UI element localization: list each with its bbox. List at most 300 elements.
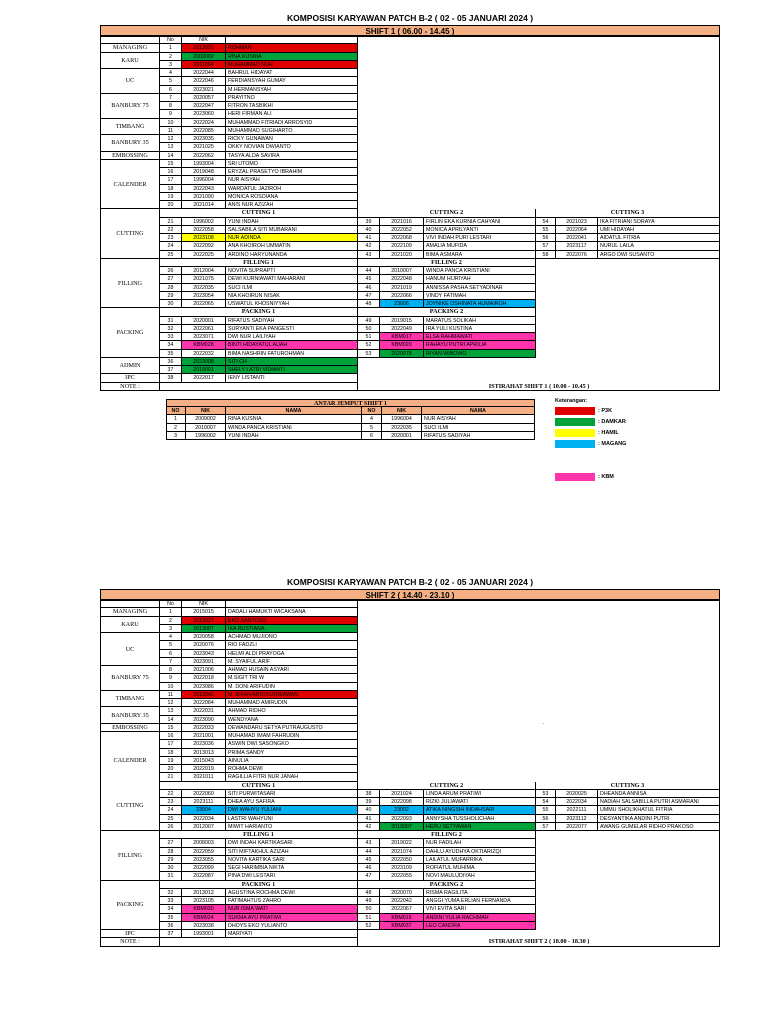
employee-nik: 2023091 <box>182 658 226 666</box>
employee-nik: 2022093 <box>380 815 424 823</box>
employee-name: FIRLIN EKA KURNIA CAHYANI <box>424 218 536 226</box>
employee-no: 57 <box>536 823 556 831</box>
employee-no: 37 <box>160 930 182 938</box>
department-label: CUTTING <box>100 782 160 832</box>
employee-name: NUR FADILAH <box>424 839 536 847</box>
employee-no: 32 <box>160 325 182 333</box>
roster-row <box>100 732 720 740</box>
employee-no: 44 <box>358 267 380 275</box>
roster-row <box>100 707 720 715</box>
employee-no: 49 <box>358 897 380 905</box>
employee-name: NADIAH SALSABILLA PUTRI ASMARANI <box>598 798 720 806</box>
employee-no: 37 <box>160 366 182 374</box>
department-label: IPC <box>100 930 160 938</box>
filling-row <box>100 872 720 880</box>
employee-no: 4 <box>160 633 182 641</box>
employee-nik: 2019048 <box>182 168 226 176</box>
employee-name: MUHAMMAD SUGIHARTO <box>226 127 358 135</box>
employee-no: 9 <box>160 110 182 118</box>
employee-name: IKA RUSTIANA <box>226 625 358 633</box>
department-label: IPC <box>100 374 160 382</box>
employee-nik: 23002 <box>380 806 424 814</box>
department-label: UC <box>100 69 160 94</box>
employee-no: 2 <box>160 53 182 61</box>
shuttle-name: RIFATUS SADIYAH <box>422 432 535 440</box>
employee-name: HERU SETYAWAN <box>424 823 536 831</box>
employee-no: 26 <box>160 823 182 831</box>
employee-name: TASYA ALDA SAVIRA <box>226 152 358 160</box>
employee-name: HERI FIRMAN ALI <box>226 110 358 118</box>
employee-nik: 2022055 <box>380 872 424 880</box>
employee-name: JOYNIKE OSHINATA HUMAIROH <box>424 300 536 308</box>
employee-no: 40 <box>358 806 380 814</box>
department-label: NOTE : <box>100 383 160 391</box>
roster-row <box>100 53 720 61</box>
employee-nik: 1993004 <box>182 160 226 168</box>
employee-name: RIFATUS SADIYAH <box>226 317 358 325</box>
employee-nik: 2021025 <box>182 143 226 151</box>
employee-nik: 2022076 <box>556 251 598 259</box>
employee-no: 33 <box>160 897 182 905</box>
legend-label: : KBM <box>598 473 614 480</box>
packing-title-row <box>100 308 720 316</box>
employee-nik: 2023060 <box>182 110 226 118</box>
employee-nik: 2023086 <box>182 683 226 691</box>
employee-nik: 2020001 <box>182 317 226 325</box>
column-nik-header: NIK <box>182 36 226 44</box>
employee-no: 13 <box>160 143 182 151</box>
employee-no: 26 <box>160 267 182 275</box>
employee-nik: 2021020 <box>380 251 424 259</box>
employee-name: BIMA NASHRIN FATUROHMAN <box>226 350 358 358</box>
roster-row <box>100 608 720 616</box>
employee-nik: 2023112 <box>556 815 598 823</box>
employee-no: 54 <box>536 798 556 806</box>
employee-nik: 2022044 <box>182 69 226 77</box>
shuttle-no: 4 <box>362 415 382 423</box>
employee-name: UMI HIDAYAH <box>598 226 720 234</box>
roster-header-row <box>100 600 720 608</box>
employee-no: 24 <box>160 806 182 814</box>
employee-name: NURUL LAILA <box>598 242 720 250</box>
employee-nik: 2023021 <box>182 86 226 94</box>
employee-nik: 2020057 <box>182 94 226 102</box>
shuttle-header: NO <box>166 407 186 415</box>
roster-row <box>100 185 720 193</box>
employee-nik: 2022031 <box>182 707 226 715</box>
employee-nik: 2022048 <box>380 275 424 283</box>
shuttle-no: 2 <box>166 424 186 432</box>
employee-nik: KBM020 <box>380 341 424 349</box>
department-label: KARU <box>100 53 160 70</box>
employee-no: 7 <box>160 94 182 102</box>
roster-header-row <box>100 36 720 44</box>
employee-name: ANDINI YULIA RACHMAH <box>424 914 536 922</box>
packing-row <box>100 325 720 333</box>
roster-row <box>100 765 720 773</box>
employee-nik: 2021074 <box>380 848 424 856</box>
employee-name: FITRON TASBIKHI <box>226 102 358 110</box>
employee-nik: 2019001 <box>182 366 226 374</box>
roster-row <box>100 699 720 707</box>
cutting-row <box>100 790 720 798</box>
employee-name: IRA YULI KUSTINA <box>424 325 536 333</box>
employee-name: AIDATUL FITRIA <box>598 234 720 242</box>
employee-name: NUR ADINDA <box>226 234 358 242</box>
employee-no: 38 <box>160 374 182 382</box>
employee-nik: 2022032 <box>182 350 226 358</box>
note-blank <box>160 383 358 391</box>
employee-nik: KBM037 <box>380 922 424 930</box>
roster-row <box>100 773 720 781</box>
employee-nik: 2022077 <box>556 823 598 831</box>
legend-label: : MAGANG <box>598 440 627 447</box>
employee-no: 32 <box>160 889 182 897</box>
filling-row <box>100 300 720 308</box>
employee-name: ROHMA DEWI <box>226 765 358 773</box>
employee-name: EKO SANTOSO <box>226 617 358 625</box>
employee-no: 31 <box>160 317 182 325</box>
employee-no: 43 <box>358 839 380 847</box>
note-row <box>100 383 720 391</box>
employee-no: 24 <box>160 242 182 250</box>
department-label: EMBOSSING <box>100 724 160 732</box>
employee-name: RISMA RAGILITA <box>424 889 536 897</box>
cutting-subtitle: CUTTING 1 <box>160 209 358 217</box>
employee-nik: 2021014 <box>182 201 226 209</box>
employee-no: 35 <box>160 350 182 358</box>
employee-name: HELMI ALDI PRAYOGA <box>226 650 358 658</box>
employee-nik: 2020076 <box>182 641 226 649</box>
employee-no: 17 <box>160 176 182 184</box>
shuttle-header: NAMA <box>422 407 535 415</box>
employee-no: 42 <box>358 242 380 250</box>
employee-no: 5 <box>160 77 182 85</box>
employee-no: 28 <box>160 284 182 292</box>
filling-row <box>100 848 720 856</box>
employee-no: 5 <box>160 641 182 649</box>
employee-name: OKKY NOVIAN DWIANTO <box>226 143 358 151</box>
employee-nik: 2010007 <box>380 267 424 275</box>
employee-nik: 2022035 <box>182 284 226 292</box>
shift-label-bar: SHIFT 2 ( 14.40 - 23.10 ) <box>100 589 720 600</box>
ipc-row <box>100 930 720 938</box>
filling-title-row <box>100 259 720 267</box>
cutting-title-row <box>100 782 720 790</box>
employee-no: 8 <box>160 666 182 674</box>
roster-row <box>100 176 720 184</box>
employee-nik: 2012042 <box>182 691 226 699</box>
employee-nik: 1996004 <box>182 176 226 184</box>
employee-nik: 2023109 <box>380 864 424 872</box>
employee-nik: 2023055 <box>182 856 226 864</box>
roster-row <box>100 674 720 682</box>
roster-row <box>100 691 720 699</box>
employee-no: 49 <box>358 317 380 325</box>
legend-swatch <box>555 473 595 481</box>
department-label: KARU <box>100 617 160 634</box>
employee-nik: 2023111 <box>182 798 226 806</box>
employee-name: VIVI EVITA SARI <box>424 905 536 913</box>
employee-name: USWATUL KHOSNIYYAH <box>226 300 358 308</box>
employee-nik: 2021006 <box>182 666 226 674</box>
department-label: BANBURY 75 <box>100 666 160 691</box>
employee-nik: 2019015 <box>380 317 424 325</box>
shift-title: KOMPOSISI KARYAWAN PATCH B-2 ( 02 - 05 JANUARI 2024 ) <box>286 13 534 23</box>
cutting-row <box>100 251 720 259</box>
employee-nik: 2022061 <box>182 325 226 333</box>
cutting-row <box>100 234 720 242</box>
column-no-header: No <box>160 600 182 608</box>
employee-name: LASTRI WAHYUNI <box>226 815 358 823</box>
shuttle-row <box>166 415 535 423</box>
employee-name: PRAYITNO <box>226 94 358 102</box>
cutting-subtitle: CUTTING 3 <box>536 782 720 790</box>
cutting-row <box>100 218 720 226</box>
employee-name: RAGILLIA FITRI NUR JANAH <box>226 773 358 781</box>
employee-nik: KBM016 <box>380 914 424 922</box>
employee-name: ANIS NUR AZIZAH <box>226 201 358 209</box>
cutting-subtitle: CUTTING 1 <box>160 782 358 790</box>
employee-no: 19 <box>160 757 182 765</box>
employee-no: 10 <box>160 119 182 127</box>
employee-no: 56 <box>536 234 556 242</box>
employee-nik: 2022109 <box>380 242 424 250</box>
employee-no: 57 <box>536 242 556 250</box>
roster-row <box>100 740 720 748</box>
employee-nik: 2022050 <box>380 856 424 864</box>
note-blank <box>160 938 358 946</box>
employee-name: DEWI KURNIAWATI MAHARANI <box>226 275 358 283</box>
employee-name: RIYAN WIBOWO <box>424 350 536 358</box>
employee-nik: 2023043 <box>182 650 226 658</box>
department-label: CALENDER <box>100 732 160 790</box>
employee-nik: 2011054 <box>182 61 226 69</box>
employee-no: 33 <box>160 333 182 341</box>
employee-nik: 2021075 <box>182 275 226 283</box>
employee-name: MIWIT HARIANTO <box>226 823 358 831</box>
ipc-row <box>100 374 720 382</box>
employee-name: YUNI INDAH <box>226 218 358 226</box>
employee-nik: 2013007 <box>182 625 226 633</box>
employee-no: 12 <box>160 135 182 143</box>
employee-name: NUR ISMA WATI <box>226 905 358 913</box>
shuttle-header: NIK <box>382 407 422 415</box>
roster-row <box>100 168 720 176</box>
employee-no: 9 <box>160 674 182 682</box>
employee-nik: 2022052 <box>380 226 424 234</box>
employee-nik: 2022062 <box>182 152 226 160</box>
employee-nik: 2023035 <box>182 135 226 143</box>
employee-name: WENDYANA <box>226 716 358 724</box>
cutting-title-row <box>100 209 720 217</box>
employee-nik: 2023038 <box>182 922 226 930</box>
employee-no: 10 <box>160 683 182 691</box>
cutting-subtitle: CUTTING 2 <box>358 782 536 790</box>
employee-name: ASWIN DWI SASONGKO <box>226 740 358 748</box>
roster-row <box>100 617 720 625</box>
employee-no: 21 <box>160 218 182 226</box>
roster-row <box>100 110 720 118</box>
employee-no: 51 <box>358 333 380 341</box>
employee-nik: 2021024 <box>380 790 424 798</box>
roster-row <box>100 724 720 732</box>
stray-mark: . <box>543 720 545 726</box>
filling-subtitle: FILLING 1 <box>160 831 358 839</box>
employee-nik: 2019007 <box>380 823 424 831</box>
employee-nik: 2023008 <box>182 358 226 366</box>
employee-no: 45 <box>358 275 380 283</box>
employee-no: 29 <box>160 856 182 864</box>
employee-name: DWI INDAH KARTIKASARI <box>226 839 358 847</box>
employee-name: M.SIGIT TRI W <box>226 674 358 682</box>
packing-row <box>100 905 720 913</box>
employee-nik: 2022098 <box>380 798 424 806</box>
employee-no: 22 <box>160 226 182 234</box>
column-name-header <box>226 600 358 608</box>
employee-name: LEO CANDRA <box>424 922 536 930</box>
employee-nik: 1993001 <box>182 930 226 938</box>
employee-nik: 2023071 <box>182 333 226 341</box>
employee-nik: 2022042 <box>380 897 424 905</box>
employee-nik: 2022068 <box>380 234 424 242</box>
employee-name: ROFIATUL MUHIMA <box>424 864 536 872</box>
employee-name: ANNYSHA TUSSHOLICHAH <box>424 815 536 823</box>
employee-no: 18 <box>160 185 182 193</box>
employee-name: DESYANTIKA ANDINI PUTRI <box>598 815 720 823</box>
cutting-row <box>100 226 720 234</box>
employee-name: SURYANTI EKA PANGESTI <box>226 325 358 333</box>
roster-row <box>100 641 720 649</box>
employee-no: 1 <box>160 608 182 616</box>
employee-name: DAHLU AYUDHYA OKTIARIZQI <box>424 848 536 856</box>
shuttle-nik: 2020001 <box>382 432 422 440</box>
employee-nik: 2022049 <box>380 325 424 333</box>
employee-no: 39 <box>358 798 380 806</box>
employee-nik: 2022066 <box>380 292 424 300</box>
admin-row <box>100 366 720 374</box>
employee-name: M. IRFAN ARDI KURNIAWAN <box>226 691 358 699</box>
employee-no: 30 <box>160 300 182 308</box>
roster-row <box>100 86 720 94</box>
employee-no: 17 <box>160 740 182 748</box>
employee-nik: 2022025 <box>182 251 226 259</box>
employee-nik: 2022033 <box>182 724 226 732</box>
employee-no: 45 <box>358 856 380 864</box>
packing-row <box>100 914 720 922</box>
employee-nik: 2020078 <box>380 350 424 358</box>
employee-nik: KBM030 <box>182 905 226 913</box>
legend-title: Keterangan: <box>555 397 588 404</box>
employee-nik: KBM024 <box>182 914 226 922</box>
employee-no: 46 <box>358 864 380 872</box>
roster-row <box>100 193 720 201</box>
employee-name: FATIMAHTUS ZAHRO <box>226 897 358 905</box>
department-label: FILLING <box>100 259 160 309</box>
department-label: PACKING <box>100 881 160 931</box>
employee-nik: 2022047 <box>182 102 226 110</box>
employee-name: AWANG GUMELAR RIDHO PRAKOSO <box>598 823 720 831</box>
employee-nik: 2021001 <box>182 732 226 740</box>
employee-no: 43 <box>358 251 380 259</box>
employee-name: ACHMAD MUJIONO <box>226 633 358 641</box>
employee-no: 19 <box>160 193 182 201</box>
employee-nik: 2008003 <box>182 839 226 847</box>
filling-row <box>100 284 720 292</box>
employee-name: SHELY LATRI VIDIANTI <box>226 366 358 374</box>
employee-no: 31 <box>160 872 182 880</box>
packing-row <box>100 897 720 905</box>
employee-name: DWI WAHYU YULIANI <box>226 806 358 814</box>
packing-row <box>100 341 720 349</box>
employee-nik: 2022059 <box>182 848 226 856</box>
roster-row <box>100 625 720 633</box>
shuttle-no: 5 <box>362 424 382 432</box>
employee-nik: 2022024 <box>182 119 226 127</box>
employee-nik: 2022084 <box>182 699 226 707</box>
packing-subtitle: PACKING 1 <box>160 308 358 316</box>
employee-name: IKA FITRIANI SORAYA <box>598 218 720 226</box>
employee-name: RICKY GUNAWAN <box>226 135 358 143</box>
employee-nik: 2022019 <box>182 765 226 773</box>
roster-row <box>100 749 720 757</box>
shuttle-nik: 2022035 <box>382 424 422 432</box>
shuttle-no: 6 <box>362 432 382 440</box>
employee-nik: 2022087 <box>182 872 226 880</box>
employee-name: AMALIA MUFIDA <box>424 242 536 250</box>
employee-nik: 2022064 <box>556 226 598 234</box>
employee-name: DADALI HAMUKTI WICAKSANA <box>226 608 358 616</box>
employee-nik: 2023117 <box>556 242 598 250</box>
employee-no: 41 <box>358 815 380 823</box>
shuttle-name: NUR AISYAH <box>422 415 535 423</box>
roster-row <box>100 44 720 52</box>
filling-row <box>100 267 720 275</box>
employee-name: ANGGI YUMA ERLIAN FERNANDA <box>424 897 536 905</box>
column-nik-header: NIK <box>182 600 226 608</box>
filling-row <box>100 292 720 300</box>
roster-row <box>100 160 720 168</box>
employee-name: M. DONI ARIFUDIN <box>226 683 358 691</box>
department-label: CUTTING <box>100 209 160 259</box>
employee-name: NIA KHOIRUN NISAK <box>226 292 358 300</box>
employee-name: NOVITA SUPRAPTI <box>226 267 358 275</box>
employee-no: 30 <box>160 864 182 872</box>
roster-row <box>100 94 720 102</box>
packing-title-row <box>100 881 720 889</box>
employee-no: 21 <box>160 773 182 781</box>
department-label: CALENDER <box>100 160 160 210</box>
filling-title-row <box>100 831 720 839</box>
roster-row <box>100 683 720 691</box>
employee-no: 11 <box>160 691 182 699</box>
employee-nik: 2022018 <box>182 674 226 682</box>
employee-no: 20 <box>160 765 182 773</box>
employee-name: SALSABILA SITI MUBARANI <box>226 226 358 234</box>
employee-name: VIVI INDAH PURI LESTARI <box>424 234 536 242</box>
employee-nik: 2013013 <box>182 749 226 757</box>
employee-no: 52 <box>358 922 380 930</box>
employee-name: IENY LISTANTI <box>226 374 358 382</box>
admin-row <box>100 358 720 366</box>
employee-no: 54 <box>536 218 556 226</box>
cutting-subtitle: CUTTING 2 <box>358 209 536 217</box>
employee-name: MUHAMAD IMAM FAHRUDIN <box>226 732 358 740</box>
shuttle-name: WINDA PANCA KRISTIANI <box>226 424 362 432</box>
roster-row <box>100 757 720 765</box>
roster-row <box>100 127 720 135</box>
filling-row <box>100 839 720 847</box>
